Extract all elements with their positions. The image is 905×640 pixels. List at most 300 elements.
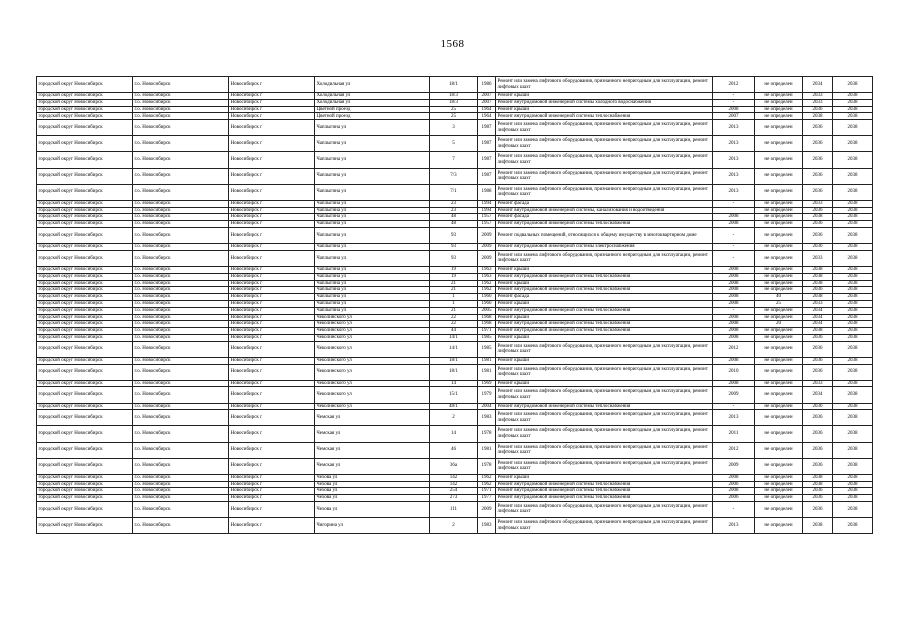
built-year-cell: 1962 xyxy=(478,280,496,287)
cost-cell: не определен xyxy=(755,250,803,266)
street-cell: Чаплыгина ул xyxy=(315,120,430,136)
city-cell: Новосибирск г xyxy=(229,250,315,266)
planned-year-cell: - xyxy=(713,200,755,207)
year-to-cell: 2038 xyxy=(833,426,873,442)
year-from-cell: 2038 xyxy=(803,518,833,534)
built-year-cell: 1986 xyxy=(478,77,496,93)
work-type-cell: Ремонт внутридомовой инженерной системы теплоснабжения xyxy=(496,495,713,502)
year-to-cell: 2038 xyxy=(833,136,873,152)
street-cell: Чемская ул xyxy=(315,442,430,458)
planned-year-cell: 2012 xyxy=(713,77,755,93)
table-row xyxy=(37,120,873,136)
street-cell: Чаплыгина ул xyxy=(315,136,430,152)
cost-cell: не определен xyxy=(755,314,803,321)
built-year-cell: 1978 xyxy=(478,426,496,442)
settlement-cell: г.о. Новосибирск xyxy=(133,273,229,280)
settlement-cell: г.о. Новосибирск xyxy=(133,136,229,152)
planned-year-cell: 2009 xyxy=(713,387,755,403)
built-year-cell: 2009 xyxy=(478,244,496,251)
house-cell: 19 xyxy=(430,273,478,280)
work-type-cell: Ремонт внутридомовой инженерной системы теплоснабжения xyxy=(496,273,713,280)
house-cell: 93 xyxy=(430,250,478,266)
cost-cell: не определен xyxy=(755,99,803,106)
cost-cell: не определен xyxy=(755,120,803,136)
planned-year-cell: - xyxy=(713,250,755,266)
city-cell: Новосибирск г xyxy=(229,184,315,200)
year-to-cell: 2038 xyxy=(833,387,873,403)
year-from-cell: 2036 xyxy=(803,357,833,364)
year-to-cell: 2038 xyxy=(833,244,873,251)
house-cell: 25 xyxy=(430,113,478,120)
planned-year-cell xyxy=(713,207,755,214)
house-cell: 22 xyxy=(430,321,478,328)
house-cell: 46 xyxy=(430,442,478,458)
year-from-cell: 2036 xyxy=(803,136,833,152)
cost-cell: не определен xyxy=(755,387,803,403)
municipality-cell: городской округ Новосибирск xyxy=(37,458,133,474)
work-type-cell: Ремонт внутридомовой инженерной системы теплоснабжения xyxy=(496,113,713,120)
year-to-cell: 2038 xyxy=(833,307,873,314)
planned-year-cell: 2013 xyxy=(713,152,755,168)
city-cell: Новосибирск г xyxy=(229,280,315,287)
municipality-cell: городской округ Новосибирск xyxy=(37,474,133,481)
planned-year-cell: 2013 xyxy=(713,136,755,152)
settlement-cell: г.о. Новосибирск xyxy=(133,168,229,184)
year-from-cell: 2038 xyxy=(803,328,833,335)
table-row xyxy=(37,93,873,100)
built-year-cell: 2007 xyxy=(478,93,496,100)
city-cell: Новосибирск г xyxy=(229,244,315,251)
table-row xyxy=(37,99,873,106)
cost-cell: не определен xyxy=(755,364,803,380)
street-cell: Цветной проезд xyxy=(315,106,430,113)
work-type-cell: Ремонт или замена лифтового оборудования, признанного непригодным для эксплуатации, ремонт лифтовых шахт xyxy=(496,250,713,266)
year-to-cell: 2038 xyxy=(833,93,873,100)
built-year-cell: 2009 xyxy=(478,227,496,243)
year-to-cell: 2038 xyxy=(833,287,873,294)
year-from-cell: 2034 xyxy=(803,387,833,403)
year-to-cell: 2038 xyxy=(833,250,873,266)
table-row xyxy=(37,518,873,534)
year-to-cell: 2038 xyxy=(833,300,873,307)
settlement-cell: г.о. Новосибирск xyxy=(133,328,229,335)
year-from-cell: 2038 xyxy=(803,294,833,301)
city-cell: Новосибирск г xyxy=(229,403,315,410)
year-from-cell: 2036 xyxy=(803,287,833,294)
built-year-cell: 1964 xyxy=(478,106,496,113)
year-to-cell: 2038 xyxy=(833,357,873,364)
settlement-cell: г.о. Новосибирск xyxy=(133,300,229,307)
settlement-cell: г.о. Новосибирск xyxy=(133,93,229,100)
settlement-cell: г.о. Новосибирск xyxy=(133,321,229,328)
work-type-cell: Ремонт крыши xyxy=(496,280,713,287)
street-cell: Чаплыгина ул xyxy=(315,287,430,294)
city-cell: Новосибирск г xyxy=(229,99,315,106)
work-type-cell: Ремонт или замена лифтового оборудования, признанного непригодным для эксплуатации, ремонт лифтовых шахт xyxy=(496,387,713,403)
municipality-cell: городской округ Новосибирск xyxy=(37,357,133,364)
table-row xyxy=(37,474,873,481)
settlement-cell: г.о. Новосибирск xyxy=(133,99,229,106)
table-row xyxy=(37,136,873,152)
municipality-cell: городской округ Новосибирск xyxy=(37,184,133,200)
settlement-cell: г.о. Новосибирск xyxy=(133,341,229,357)
built-year-cell: 1969 xyxy=(478,380,496,387)
built-year-cell: 2004 xyxy=(478,403,496,410)
year-from-cell: 2033 xyxy=(803,93,833,100)
year-to-cell: 2038 xyxy=(833,442,873,458)
municipality-cell: городской округ Новосибирск xyxy=(37,244,133,251)
built-year-cell: 1968 xyxy=(478,314,496,321)
street-cell: Цветной проезд xyxy=(315,113,430,120)
year-to-cell: 2038 xyxy=(833,99,873,106)
year-to-cell: 2038 xyxy=(833,273,873,280)
year-to-cell: 2038 xyxy=(833,294,873,301)
built-year-cell: 1962 xyxy=(478,474,496,481)
cost-cell: не определен xyxy=(755,266,803,273)
house-cell: 18/1 xyxy=(430,77,478,93)
street-cell: Чаплыгина ул xyxy=(315,307,430,314)
year-to-cell: 2038 xyxy=(833,106,873,113)
year-from-cell: 2033 xyxy=(803,200,833,207)
settlement-cell: г.о. Новосибирск xyxy=(133,364,229,380)
city-cell: Новосибирск г xyxy=(229,120,315,136)
built-year-cell: 1987 xyxy=(478,136,496,152)
city-cell: Новосибирск г xyxy=(229,273,315,280)
cost-cell: не определен xyxy=(755,136,803,152)
planned-year-cell: 2008 xyxy=(713,221,755,228)
city-cell: Новосибирск г xyxy=(229,214,315,221)
table-row xyxy=(37,250,873,266)
house-cell: 7/1 xyxy=(430,184,478,200)
capital-repair-table xyxy=(36,76,873,534)
street-cell: Чеколинского ул xyxy=(315,357,430,364)
built-year-cell: 1963 xyxy=(478,266,496,273)
house-cell: 18/3 xyxy=(430,99,478,106)
year-to-cell: 2038 xyxy=(833,334,873,341)
table-row xyxy=(37,214,873,221)
municipality-cell: городской округ Новосибирск xyxy=(37,410,133,426)
year-to-cell: 2038 xyxy=(833,214,873,221)
house-cell: 44 xyxy=(430,328,478,335)
built-year-cell: 1962 xyxy=(478,481,496,488)
year-from-cell: 2034 xyxy=(803,307,833,314)
street-cell: Чеколинского ул xyxy=(315,364,430,380)
house-cell: 25 xyxy=(430,106,478,113)
built-year-cell: 1987 xyxy=(478,120,496,136)
settlement-cell: г.о. Новосибирск xyxy=(133,495,229,502)
table-row xyxy=(37,328,873,335)
house-cell: 254 xyxy=(430,488,478,495)
cost-cell: не определен xyxy=(755,501,803,517)
street-cell: Чаплыгина ул xyxy=(315,200,430,207)
built-year-cell: 1985 xyxy=(478,334,496,341)
cost-cell: не определен xyxy=(755,307,803,314)
table-row xyxy=(37,227,873,243)
year-to-cell: 2038 xyxy=(833,458,873,474)
settlement-cell: г.о. Новосибирск xyxy=(133,458,229,474)
house-cell: 14 xyxy=(430,426,478,442)
work-type-cell: Ремонт внутридомовой инженерной системы теплоснабжения xyxy=(496,287,713,294)
settlement-cell: г.о. Новосибирск xyxy=(133,184,229,200)
work-type-cell: Ремонт внутридомовой инженерной системы теплоснабжения xyxy=(496,481,713,488)
city-cell: Новосибирск г xyxy=(229,227,315,243)
planned-year-cell: 2008 xyxy=(713,357,755,364)
work-type-cell: Ремонт внутридомовой инженерной системы теплоснабжения xyxy=(496,488,713,495)
planned-year-cell: 2008 xyxy=(713,294,755,301)
work-type-cell: Ремонт или замена лифтового оборудования, признанного непригодным для эксплуатации, ремонт лифтовых шахт xyxy=(496,458,713,474)
municipality-cell: городской округ Новосибирск xyxy=(37,120,133,136)
year-to-cell: 2038 xyxy=(833,488,873,495)
year-from-cell: 2036 xyxy=(803,341,833,357)
table-row xyxy=(37,488,873,495)
year-from-cell: 2036 xyxy=(803,120,833,136)
page-number: 1568 xyxy=(440,38,465,50)
street-cell: Чаплыгина ул xyxy=(315,266,430,273)
planned-year-cell: 2008 xyxy=(713,314,755,321)
built-year-cell: 1983 xyxy=(478,518,496,534)
municipality-cell: городской округ Новосибирск xyxy=(37,77,133,93)
work-type-cell: Ремонт крыши xyxy=(496,300,713,307)
cost-cell: 20 xyxy=(755,321,803,328)
municipality-cell: городской округ Новосибирск xyxy=(37,106,133,113)
work-type-cell: Ремонт крыши xyxy=(496,474,713,481)
year-from-cell: 2036 xyxy=(803,410,833,426)
table-row xyxy=(37,244,873,251)
municipality-cell: городской округ Новосибирск xyxy=(37,266,133,273)
settlement-cell: г.о. Новосибирск xyxy=(133,207,229,214)
table-row xyxy=(37,357,873,364)
cost-cell: не определен xyxy=(755,273,803,280)
table-row xyxy=(37,442,873,458)
cost-cell: не определен xyxy=(755,280,803,287)
settlement-cell: г.о. Новосибирск xyxy=(133,244,229,251)
work-type-cell: Ремонт или замена лифтового оборудования, признанного непригодным для эксплуатации, ремонт лифтовых шахт xyxy=(496,168,713,184)
table-row xyxy=(37,314,873,321)
year-to-cell: 2038 xyxy=(833,152,873,168)
year-to-cell: 2038 xyxy=(833,280,873,287)
table-row xyxy=(37,106,873,113)
municipality-cell: городской округ Новосибирск xyxy=(37,488,133,495)
planned-year-cell: 2008 xyxy=(713,214,755,221)
work-type-cell: Ремонт фасада xyxy=(496,294,713,301)
year-to-cell: 2038 xyxy=(833,221,873,228)
year-to-cell: 2038 xyxy=(833,77,873,93)
planned-year-cell: 2008 xyxy=(713,287,755,294)
city-cell: Новосибирск г xyxy=(229,152,315,168)
settlement-cell: г.о. Новосибирск xyxy=(133,266,229,273)
cost-cell: не определен xyxy=(755,488,803,495)
built-year-cell: 1981 xyxy=(478,357,496,364)
street-cell: Чаплыгина ул xyxy=(315,227,430,243)
planned-year-cell: 2008 xyxy=(713,474,755,481)
city-cell: Новосибирск г xyxy=(229,321,315,328)
planned-year-cell: 2007 xyxy=(713,113,755,120)
settlement-cell: г.о. Новосибирск xyxy=(133,250,229,266)
table-row xyxy=(37,387,873,403)
street-cell: Чеколинского ул xyxy=(315,321,430,328)
city-cell: Новосибирск г xyxy=(229,168,315,184)
year-from-cell: 2038 xyxy=(803,280,833,287)
year-from-cell: 2036 xyxy=(803,442,833,458)
settlement-cell: г.о. Новосибирск xyxy=(133,387,229,403)
municipality-cell: городской округ Новосибирск xyxy=(37,227,133,243)
city-cell: Новосибирск г xyxy=(229,380,315,387)
table-row xyxy=(37,403,873,410)
street-cell: Чаплыгина ул xyxy=(315,244,430,251)
cost-cell: не определен xyxy=(755,474,803,481)
work-type-cell: Ремонт внутридомовой инженерной системы электроснабжения xyxy=(496,244,713,251)
street-cell: Чемская ул xyxy=(315,458,430,474)
house-cell: 18/3 xyxy=(430,93,478,100)
settlement-cell: г.о. Новосибирск xyxy=(133,518,229,534)
year-to-cell: 2038 xyxy=(833,321,873,328)
cost-cell: не определен xyxy=(755,481,803,488)
planned-year-cell: 2008 xyxy=(713,280,755,287)
city-cell: Новосибирск г xyxy=(229,488,315,495)
city-cell: Новосибирск г xyxy=(229,307,315,314)
city-cell: Новосибирск г xyxy=(229,93,315,100)
cost-cell: не определен xyxy=(755,93,803,100)
municipality-cell: городской округ Новосибирск xyxy=(37,214,133,221)
house-cell: 14/1 xyxy=(430,334,478,341)
house-cell: 21 xyxy=(430,280,478,287)
work-type-cell: Ремонт внутридомовой инженерной системы теплоснабжения xyxy=(496,221,713,228)
planned-year-cell: - xyxy=(713,307,755,314)
work-type-cell: Ремонт внутридомовой инженерной системы холодного водоснабжения xyxy=(496,99,713,106)
work-type-cell: Ремонт или замена лифтового оборудования, признанного непригодным для эксплуатации, ремонт лифтовых шахт xyxy=(496,518,713,534)
year-to-cell: 2038 xyxy=(833,314,873,321)
table-row xyxy=(37,495,873,502)
cost-cell: не определен xyxy=(755,403,803,410)
built-year-cell: 1979 xyxy=(478,387,496,403)
municipality-cell: городской округ Новосибирск xyxy=(37,99,133,106)
cost-cell: не определен xyxy=(755,227,803,243)
house-cell: 23 xyxy=(430,207,478,214)
year-from-cell: 2033 xyxy=(803,250,833,266)
year-to-cell: 2038 xyxy=(833,518,873,534)
cost-cell: не определен xyxy=(755,221,803,228)
city-cell: Новосибирск г xyxy=(229,266,315,273)
year-from-cell: 2036 xyxy=(803,458,833,474)
built-year-cell: 1978 xyxy=(478,458,496,474)
street-cell: Чемская ул xyxy=(315,410,430,426)
street-cell: Чеколинского ул xyxy=(315,328,430,335)
work-type-cell: Ремонт подвальных помещений, относящихся к общему имуществу в многоквартирном доме xyxy=(496,227,713,243)
street-cell: Чехова ул xyxy=(315,501,430,517)
settlement-cell: г.о. Новосибирск xyxy=(133,294,229,301)
municipality-cell: городской округ Новосибирск xyxy=(37,501,133,517)
table-row xyxy=(37,280,873,287)
city-cell: Новосибирск г xyxy=(229,294,315,301)
house-cell: 1 xyxy=(430,294,478,301)
table-row xyxy=(37,294,873,301)
planned-year-cell: 2013 xyxy=(713,518,755,534)
settlement-cell: г.о. Новосибирск xyxy=(133,227,229,243)
settlement-cell: г.о. Новосибирск xyxy=(133,200,229,207)
street-cell: Чаплыгина ул xyxy=(315,250,430,266)
settlement-cell: г.о. Новосибирск xyxy=(133,106,229,113)
settlement-cell: г.о. Новосибирск xyxy=(133,314,229,321)
planned-year-cell: 2013 xyxy=(713,410,755,426)
street-cell: Холодильная ул xyxy=(315,77,430,93)
house-cell: 142 xyxy=(430,481,478,488)
city-cell: Новосибирск г xyxy=(229,481,315,488)
city-cell: Новосибирск г xyxy=(229,328,315,335)
cost-cell: 25 xyxy=(755,300,803,307)
work-type-cell: Ремонт крыши xyxy=(496,357,713,364)
work-type-cell: Ремонт или замена лифтового оборудования, признанного непригодным для эксплуатации, ремонт лифтовых шахт xyxy=(496,442,713,458)
municipality-cell: городской округ Новосибирск xyxy=(37,387,133,403)
table-row xyxy=(37,287,873,294)
built-year-cell: 1960 xyxy=(478,300,496,307)
city-cell: Новосибирск г xyxy=(229,341,315,357)
built-year-cell: 1971 xyxy=(478,488,496,495)
year-to-cell: 2038 xyxy=(833,474,873,481)
cost-cell: не определен xyxy=(755,287,803,294)
table-row xyxy=(37,300,873,307)
municipality-cell: городской округ Новосибирск xyxy=(37,518,133,534)
year-to-cell: 2038 xyxy=(833,266,873,273)
year-from-cell: 2033 xyxy=(803,300,833,307)
year-to-cell: 2038 xyxy=(833,364,873,380)
planned-year-cell: 2008 xyxy=(713,321,755,328)
settlement-cell: г.о. Новосибирск xyxy=(133,120,229,136)
settlement-cell: г.о. Новосибирск xyxy=(133,77,229,93)
settlement-cell: г.о. Новосибирск xyxy=(133,474,229,481)
house-cell: 14/1 xyxy=(430,341,478,357)
house-cell: 5 xyxy=(430,136,478,152)
table-row xyxy=(37,77,873,93)
work-type-cell: Ремонт крыши xyxy=(496,334,713,341)
planned-year-cell: 2008 xyxy=(713,328,755,335)
planned-year-cell: 2010 xyxy=(713,364,755,380)
table-row xyxy=(37,273,873,280)
municipality-cell: городской округ Новосибирск xyxy=(37,152,133,168)
work-type-cell: Ремонт внутридомовой инженерной системы теплоснабжения xyxy=(496,321,713,328)
year-from-cell: 2036 xyxy=(803,501,833,517)
year-to-cell: 2038 xyxy=(833,328,873,335)
built-year-cell: 2007 xyxy=(478,99,496,106)
year-from-cell: 2038 xyxy=(803,266,833,273)
built-year-cell: 1985 xyxy=(478,341,496,357)
planned-year-cell: - xyxy=(713,93,755,100)
built-year-cell: 1977 xyxy=(478,495,496,502)
work-type-cell: Ремонт крыши xyxy=(496,266,713,273)
settlement-cell: г.о. Новосибирск xyxy=(133,442,229,458)
city-cell: Новосибирск г xyxy=(229,221,315,228)
street-cell: Чаплыгина ул xyxy=(315,207,430,214)
built-year-cell: 1960 xyxy=(478,294,496,301)
work-type-cell: Ремонт фасада xyxy=(496,200,713,207)
street-cell: Чаплыгина ул xyxy=(315,221,430,228)
street-cell: Чаплыгина ул xyxy=(315,214,430,221)
built-year-cell: 1964 xyxy=(478,113,496,120)
house-cell: 14 xyxy=(430,380,478,387)
built-year-cell: 1963 xyxy=(478,273,496,280)
work-type-cell: Ремонт или замена лифтового оборудования, признанного непригодным для эксплуатации, ремонт лифтовых шахт xyxy=(496,184,713,200)
planned-year-cell: 2009 xyxy=(713,458,755,474)
cost-cell: не определен xyxy=(755,77,803,93)
settlement-cell: г.о. Новосибирск xyxy=(133,501,229,517)
work-type-cell: Ремонт или замена лифтового оборудования, признанного непригодным для эксплуатации, ремонт лифтовых шахт xyxy=(496,364,713,380)
house-cell: 19 xyxy=(430,266,478,273)
planned-year-cell: 2008 xyxy=(713,334,755,341)
street-cell: Чехова ул xyxy=(315,488,430,495)
city-cell: Новосибирск г xyxy=(229,77,315,93)
house-cell: 1 xyxy=(430,300,478,307)
cost-cell: не определен xyxy=(755,106,803,113)
year-to-cell: 2038 xyxy=(833,227,873,243)
